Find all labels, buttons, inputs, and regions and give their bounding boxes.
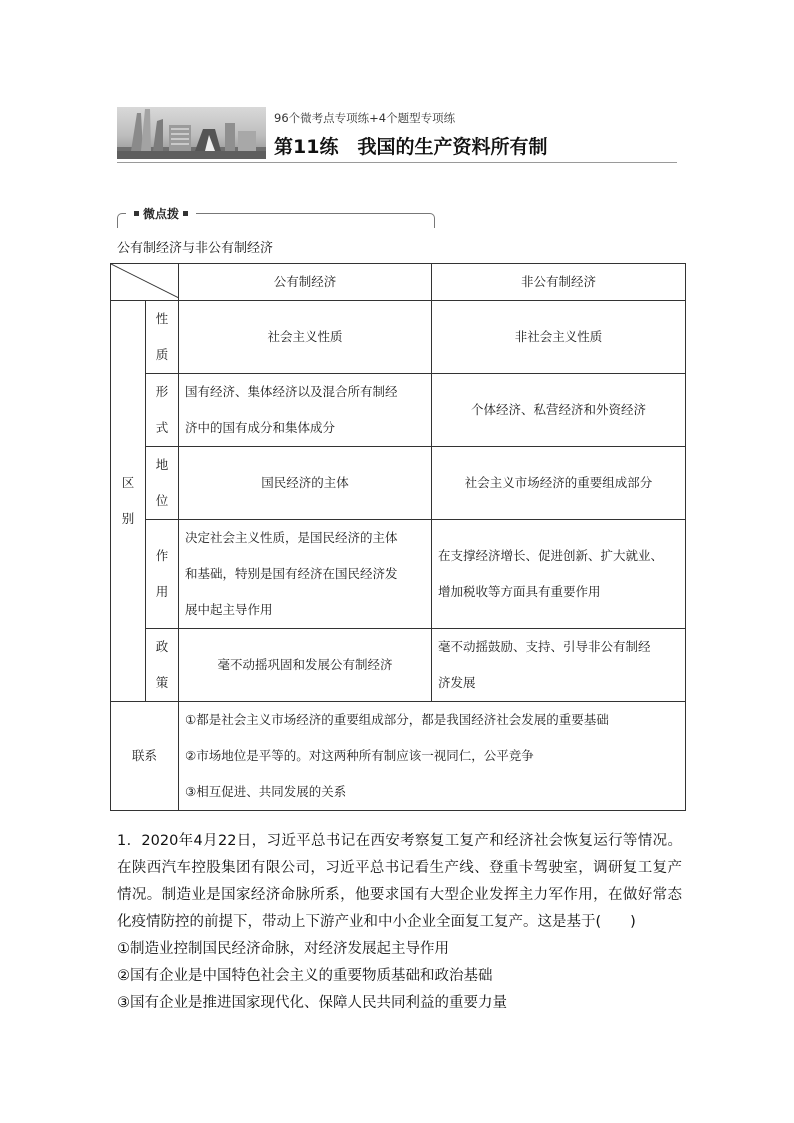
table-row-links (111, 702, 686, 811)
tip-label-text: 微点拨 (143, 207, 180, 221)
cell-private-policy (432, 629, 686, 702)
col-header-private: 非公有制经济 (432, 264, 686, 301)
aspect-char: 作 (155, 548, 169, 563)
cell-public-form (179, 374, 432, 447)
group-label-difference (111, 301, 146, 702)
cell-line: 在支撑经济增长、促进创新、扩大就业、 (438, 548, 664, 563)
table-row (111, 374, 686, 447)
square-bullet-icon (183, 211, 188, 216)
aspect-char: 地 (155, 457, 169, 472)
cell-public-nature: 社会主义性质 (179, 301, 432, 374)
question-block (117, 828, 682, 1017)
cell-public-policy: 毫不动摇巩固和发展公有制经济 (179, 629, 432, 702)
option-item: ①制造业控制国民经济命脉，对经济发展起主导作用 (117, 941, 449, 957)
table-row (111, 447, 686, 520)
cell-line: 毫不动摇鼓励、支持、引导非公有制经 (438, 639, 651, 654)
aspect-char: 形 (155, 384, 169, 399)
cell-line: 和基础，特别是国有经济在国民经济发 (185, 566, 398, 581)
group-label-char: 区 (121, 475, 135, 490)
aspect-char: 性 (155, 311, 169, 326)
aspect-form (146, 374, 179, 447)
table-row (111, 520, 686, 629)
table-row (111, 629, 686, 702)
diagonal-corner-cell (111, 264, 179, 301)
aspect-nature (146, 301, 179, 374)
cell-line: 展中起主导作用 (185, 602, 273, 617)
option-item: ③国有企业是推进国家现代化、保障人民共同利益的重要力量 (117, 995, 507, 1011)
aspect-char: 政 (155, 639, 169, 654)
aspect-char: 式 (155, 420, 169, 435)
square-bullet-icon (134, 211, 139, 216)
aspect-char: 用 (155, 584, 169, 599)
link-item: ②市场地位是平等的。对这两种所有制应该一视同仁，公平竞争 (185, 748, 534, 763)
cell-line: 决定社会主义性质，是国民经济的主体 (185, 530, 398, 545)
link-label: 联系 (111, 702, 179, 811)
option-item: ②国有企业是中国特色社会主义的重要物质基础和政治基础 (117, 968, 493, 984)
group-label-char: 别 (121, 511, 135, 526)
col-header-public: 公有制经济 (179, 264, 432, 301)
table-header-row (111, 264, 686, 301)
aspect-role (146, 520, 179, 629)
cell-private-status: 社会主义市场经济的重要组成部分 (432, 447, 686, 520)
aspect-policy (146, 629, 179, 702)
aspect-char: 策 (155, 675, 169, 690)
link-item: ①都是社会主义市场经济的重要组成部分，都是我国经济社会发展的重要基础 (185, 712, 609, 727)
cell-links (179, 702, 686, 811)
cell-line: 国有经济、集体经济以及混合所有制经 (185, 384, 398, 399)
header-subtitle: 96个微考点专项练+4个题型专项练 (274, 111, 456, 125)
header-banner-image (117, 107, 266, 159)
question-stem: 1．2020年4月22日，习近平总书记在西安考察复工复产和经济社会恢复运行等情况。在陕西汽车控股集团有限公司，习近平总书记看生产线、登重卡驾驶室，调研复工复产情况。制造业是国家经济命脉所系，他要求国有大型企业发挥主力军作用，在做好常态化疫情防控的前提下，带动上下游产业和中小企业全面复工复产。这是基于( ) (117, 833, 682, 930)
aspect-char: 质 (155, 347, 169, 362)
cell-line: 增加税收等方面具有重要作用 (438, 584, 601, 599)
link-item: ③相互促进、共同发展的关系 (185, 784, 347, 799)
page-title: 第11练 我国的生产资料所有制 (274, 136, 548, 158)
table-row (111, 301, 686, 374)
comparison-table (110, 263, 686, 811)
cell-private-nature: 非社会主义性质 (432, 301, 686, 374)
cell-line: 济发展 (438, 675, 476, 690)
table-caption: 公有制经济与非公有制经济 (117, 241, 274, 256)
aspect-status (146, 447, 179, 520)
cell-private-role (432, 520, 686, 629)
cell-private-form: 个体经济、私营经济和外资经济 (432, 374, 686, 447)
header-divider (117, 162, 677, 163)
cell-public-role (179, 520, 432, 629)
aspect-char: 位 (155, 493, 169, 508)
cell-line: 济中的国有成分和集体成分 (185, 420, 336, 435)
tip-label (126, 205, 196, 222)
cell-public-status: 国民经济的主体 (179, 447, 432, 520)
